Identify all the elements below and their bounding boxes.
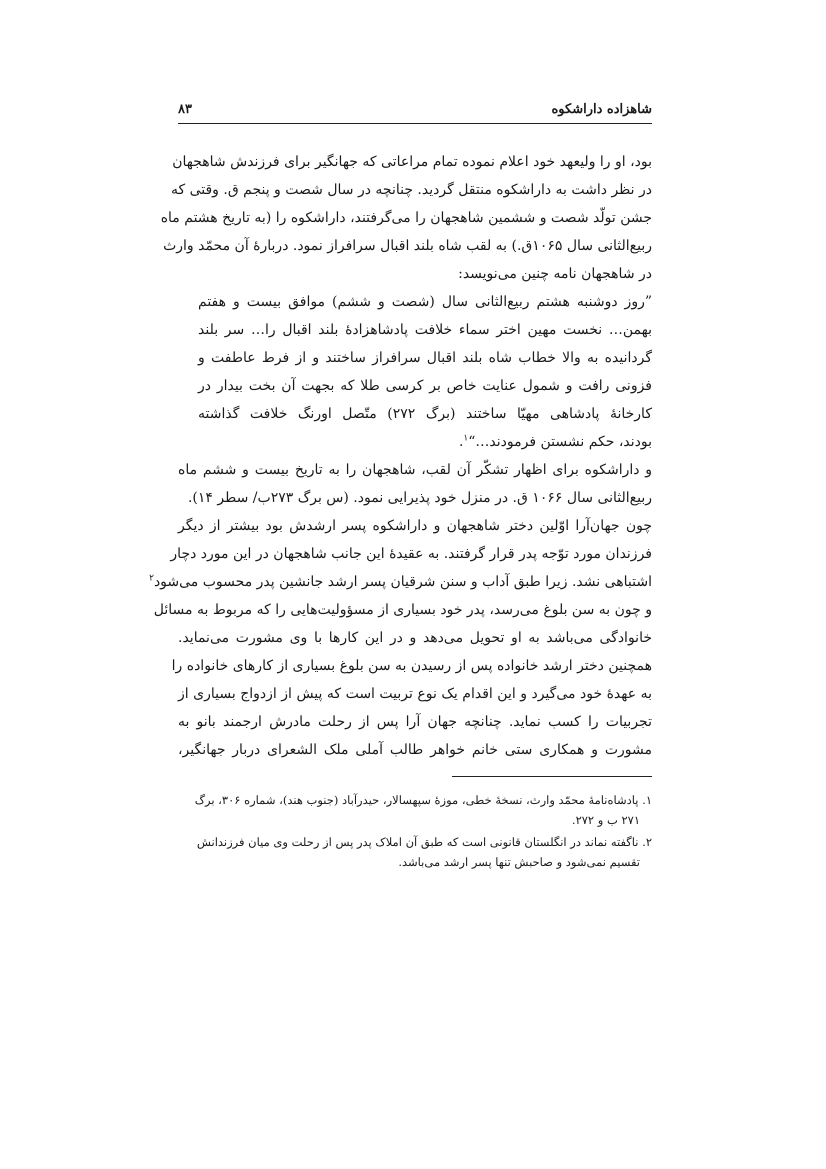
paragraph-1 bbox=[160, 148, 652, 288]
paragraph-2 bbox=[178, 456, 652, 512]
paragraph-line: چون جهان‌آرا اوّلین دختر شاهجهان و داراشکوه پسر ارشدش بود بیشتر از دیگر bbox=[178, 518, 652, 534]
quote-line: بودند، حکم نشستن فرمودند…“ bbox=[468, 434, 652, 450]
running-title: شاهزاده داراشکوه bbox=[551, 102, 652, 117]
header-rule bbox=[178, 123, 652, 124]
paragraph-line: بود، او را ولیعهد خود اعلام نموده تمام مراعاتی که جهانگیر برای فرزندش شاهجهان bbox=[172, 154, 652, 170]
paragraph-line: در نظر داشت به داراشکوه منتقل گردید. چنانچه در سال شصت و پنجم ق. وقتی که bbox=[170, 182, 652, 198]
quote-line: ”روز دوشنبه هشتم ربیع‌الثانی سال (شصت و ششم) موافق بیست و هفتم bbox=[198, 294, 652, 310]
footnote-rule bbox=[452, 776, 652, 777]
footnote-line: ۲۷۱ ب و ۲۷۲. bbox=[571, 813, 640, 827]
footnote-ref-2[interactable]: ۲ bbox=[149, 573, 154, 584]
paragraph-line: تجربیات را کسب نماید. چنانچه جهان آرا پس از رحلت مادرش ارجمند بانو به bbox=[178, 714, 652, 730]
paragraph-line: به عهدۀ خود می‌گیرد و این اقدام یک نوع تربیت است که پیش از ازدواج بسیاری از bbox=[178, 686, 652, 702]
paragraph-line: اشتباهی نشد. زیرا طبق آداب و سنن شرقیان پسر ارشد جانشین پدر محسوب می‌شود bbox=[153, 574, 652, 590]
quote-line-last bbox=[198, 428, 652, 456]
page-number: ۸۳ bbox=[178, 102, 192, 117]
running-header bbox=[178, 95, 652, 117]
paragraph-line: ربیع‌الثانی سال ۱۰۶۵ق.) به لقب شاه بلند اقبال سرافراز نمود. دربارۀ آن محمّد وارث bbox=[163, 238, 652, 254]
footnote-number: ۱. bbox=[642, 793, 652, 807]
paragraph-line-with-note bbox=[149, 568, 652, 596]
quote-end-period: . bbox=[458, 434, 464, 450]
quote-line: کارخانۀ پادشاهی مهیّا ساختند (برگ ۲۷۲) متّصل اورنگ خلافت گذاشته bbox=[198, 406, 652, 422]
paragraph-line: و چون به سن بلوغ می‌رسد، پدر خود بسیاری از مسؤولیت‌هایی را که مربوط به مسائل bbox=[153, 602, 652, 618]
paragraph-3 bbox=[149, 512, 652, 764]
quote-line: بهمن… نخست مهین اختر سماء خلافت پادشاهزادۀ بلند اقبال را… سر بلند bbox=[198, 322, 652, 338]
block-quote bbox=[198, 288, 652, 456]
paragraph-line: و داراشکوه برای اظهار تشکّر آن لقب، شاهجهان را به تاریخ بیست و ششم ماه bbox=[178, 462, 652, 478]
footnote-text: پادشاه‌نامۀ محمّد وارث، نسخۀ خطی، موزۀ سپهسالار، حیدرآباد (جنوب هند)، شماره ۳۰۶، برگ bbox=[194, 793, 639, 807]
footnote-ref-1[interactable]: ۱ bbox=[463, 433, 469, 444]
paragraph-line: در شاهجهان نامه چنین می‌نویسد: bbox=[458, 266, 652, 282]
footnote-number: ۲. bbox=[642, 835, 652, 849]
footnote-2 bbox=[178, 832, 652, 872]
paragraph-line: خانوادگی می‌باشد به او تحویل می‌دهد و در این کارها با وی مشورت می‌نماید. bbox=[178, 630, 652, 646]
footnote-line bbox=[178, 832, 652, 852]
quote-line: فزونی رافت و شمول عنایت خاص بر کرسی طلا که بجهت آن بخت بیدار در bbox=[198, 378, 652, 394]
paragraph-line: مشورت و همکاری ستی خانم خواهر طالب آملی ملک الشعرای دربار جهانگیر، bbox=[178, 742, 652, 758]
footnote-1 bbox=[178, 790, 652, 830]
footnote-line bbox=[178, 790, 652, 810]
footnote-line: تقسیم نمی‌شود و صاحبش تنها پسر ارشد می‌باشد. bbox=[398, 855, 640, 869]
paragraph-line: فرزندان مورد توّجه پدر قرار گرفتند. به عقیدۀ این جانب شاهجهان در این مورد دچار bbox=[170, 546, 652, 562]
footnote-text: ناگفته نماند در انگلستان قانونی است که طبق آن املاک پدر پس از رحلت وی میان فرزندانش bbox=[196, 835, 639, 849]
quote-line: گردانیده به والا خطاب شاه بلند اقبال سرافراز ساختند و از فرط عاطفت و bbox=[198, 350, 652, 366]
paragraph-line: همچنین دختر ارشد خانواده پس از رسیدن به سن بلوغ بسیاری از کارهای خانواده را bbox=[171, 658, 652, 674]
paragraph-line: ربیع‌الثانی سال ۱۰۶۶ ق. در منزل خود پذیرایی نمود. (س برگ ۲۷۳ب/ سطر ۱۴). bbox=[187, 490, 652, 506]
paragraph-line: جشن تولّد شصت و ششمین شاهجهان را می‌گرفتند، داراشکوه را (به تاریخ هشتم ماه bbox=[160, 210, 652, 226]
